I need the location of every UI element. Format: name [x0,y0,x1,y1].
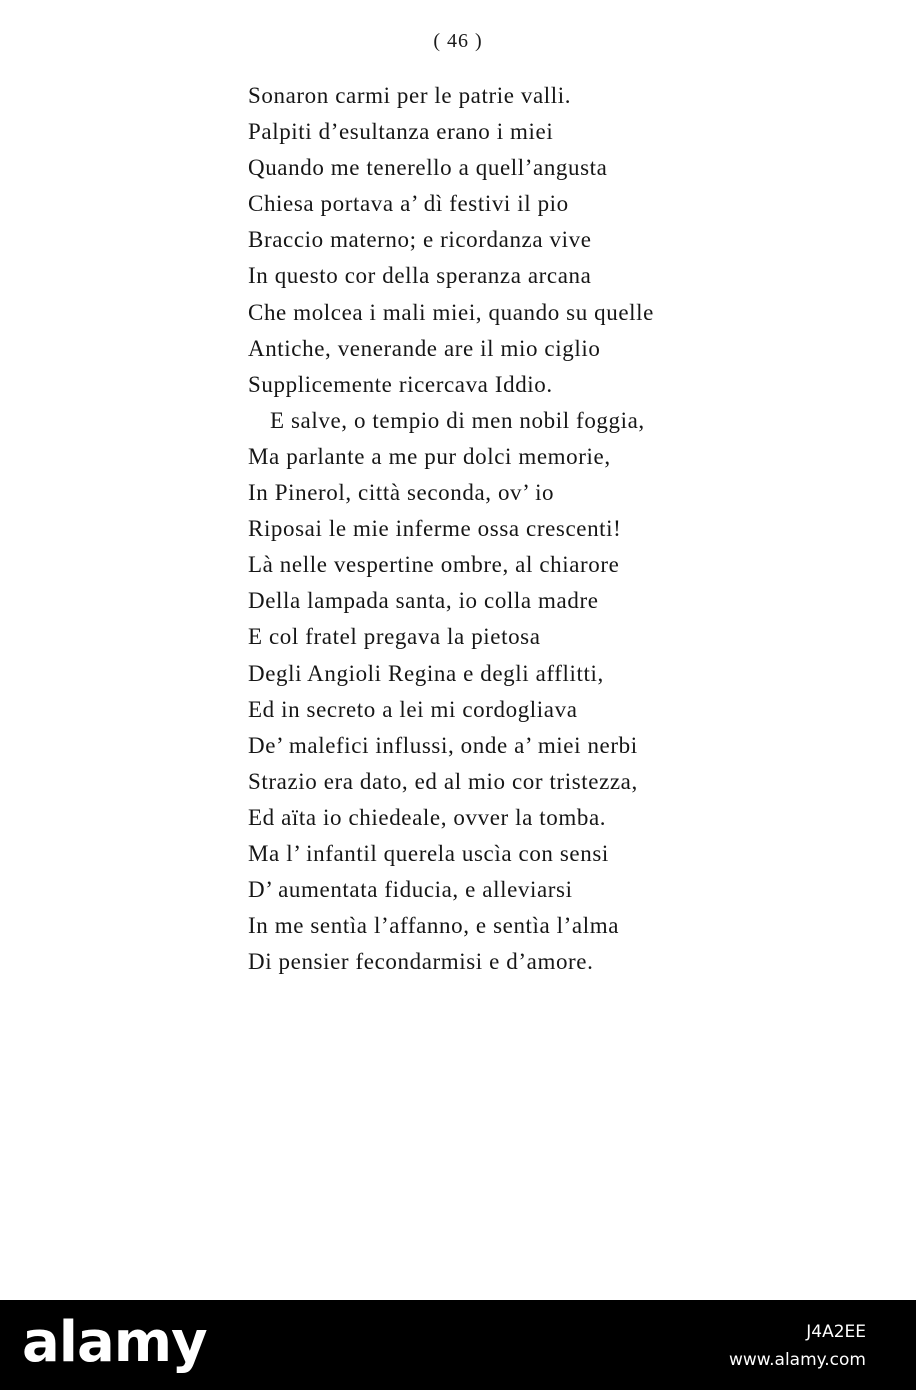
verse-line: In Pinerol, città seconda, ov’ io [248,480,555,506]
verse-line: D’ aumentata fiducia, e alleviarsi [248,877,573,903]
verse-line: Di pensier fecondarmisi e d’amore. [248,949,594,975]
verse-line: Ed aïta io chiedeale, ovver la tomba. [248,804,607,830]
page-number: ( 46 ) [433,30,483,52]
verse-line: E salve, o tempio di men nobil foggia, [270,407,645,433]
verse-line: De’ malefici influssi, onde a’ miei nerbi [248,732,638,758]
verse-line: In questo cor della speranza arcana [248,263,592,289]
verse-line: Strazio era dato, ed al mio cor tristezza, [248,768,638,794]
verse-line: Ma parlante a me pur dolci memorie, [248,443,611,469]
image-id: J4A2EE [806,1322,866,1342]
verse-line: Riposai le mie inferme ossa crescenti! [248,516,622,542]
verse-line: Ed in secreto a lei mi cordogliava [248,696,578,722]
verse-line: In me sentìa l’affanno, e sentìa l’alma [248,913,620,939]
verse-line: E col fratel pregava la pietosa [248,624,541,650]
verse-line: Palpiti d’esultanza erano i miei [248,119,554,145]
verse-line: Sonaron carmi per le patrie valli. [248,83,572,108]
verse-line: Della lampada santa, io colla madre [248,588,599,614]
watermark-banner [0,1300,916,1390]
verse-line: Supplicemente ricercava Iddio. [248,371,553,397]
verse-line: Là nelle vespertine ombre, al chiarore [248,552,620,578]
verse-line: Chiesa portava a’ dì festivi il pio [248,191,569,217]
verse-line: Braccio materno; e ricordanza vive [248,227,592,253]
verse-line: Antiche, venerande are il mio ciglio [248,335,601,361]
poem-text [248,78,768,980]
brand-logo: alamy [22,1310,207,1375]
verse-line: Ma l’ infantil querela uscìa con sensi [248,840,609,866]
site-url: www.alamy.com [728,1350,866,1370]
verse-line: Degli Angioli Regina e degli afflitti, [248,660,604,686]
verse-line: Che molcea i mali miei, quando su quelle [248,299,654,325]
verse-line: Quando me tenerello a quell’angusta [248,155,608,181]
